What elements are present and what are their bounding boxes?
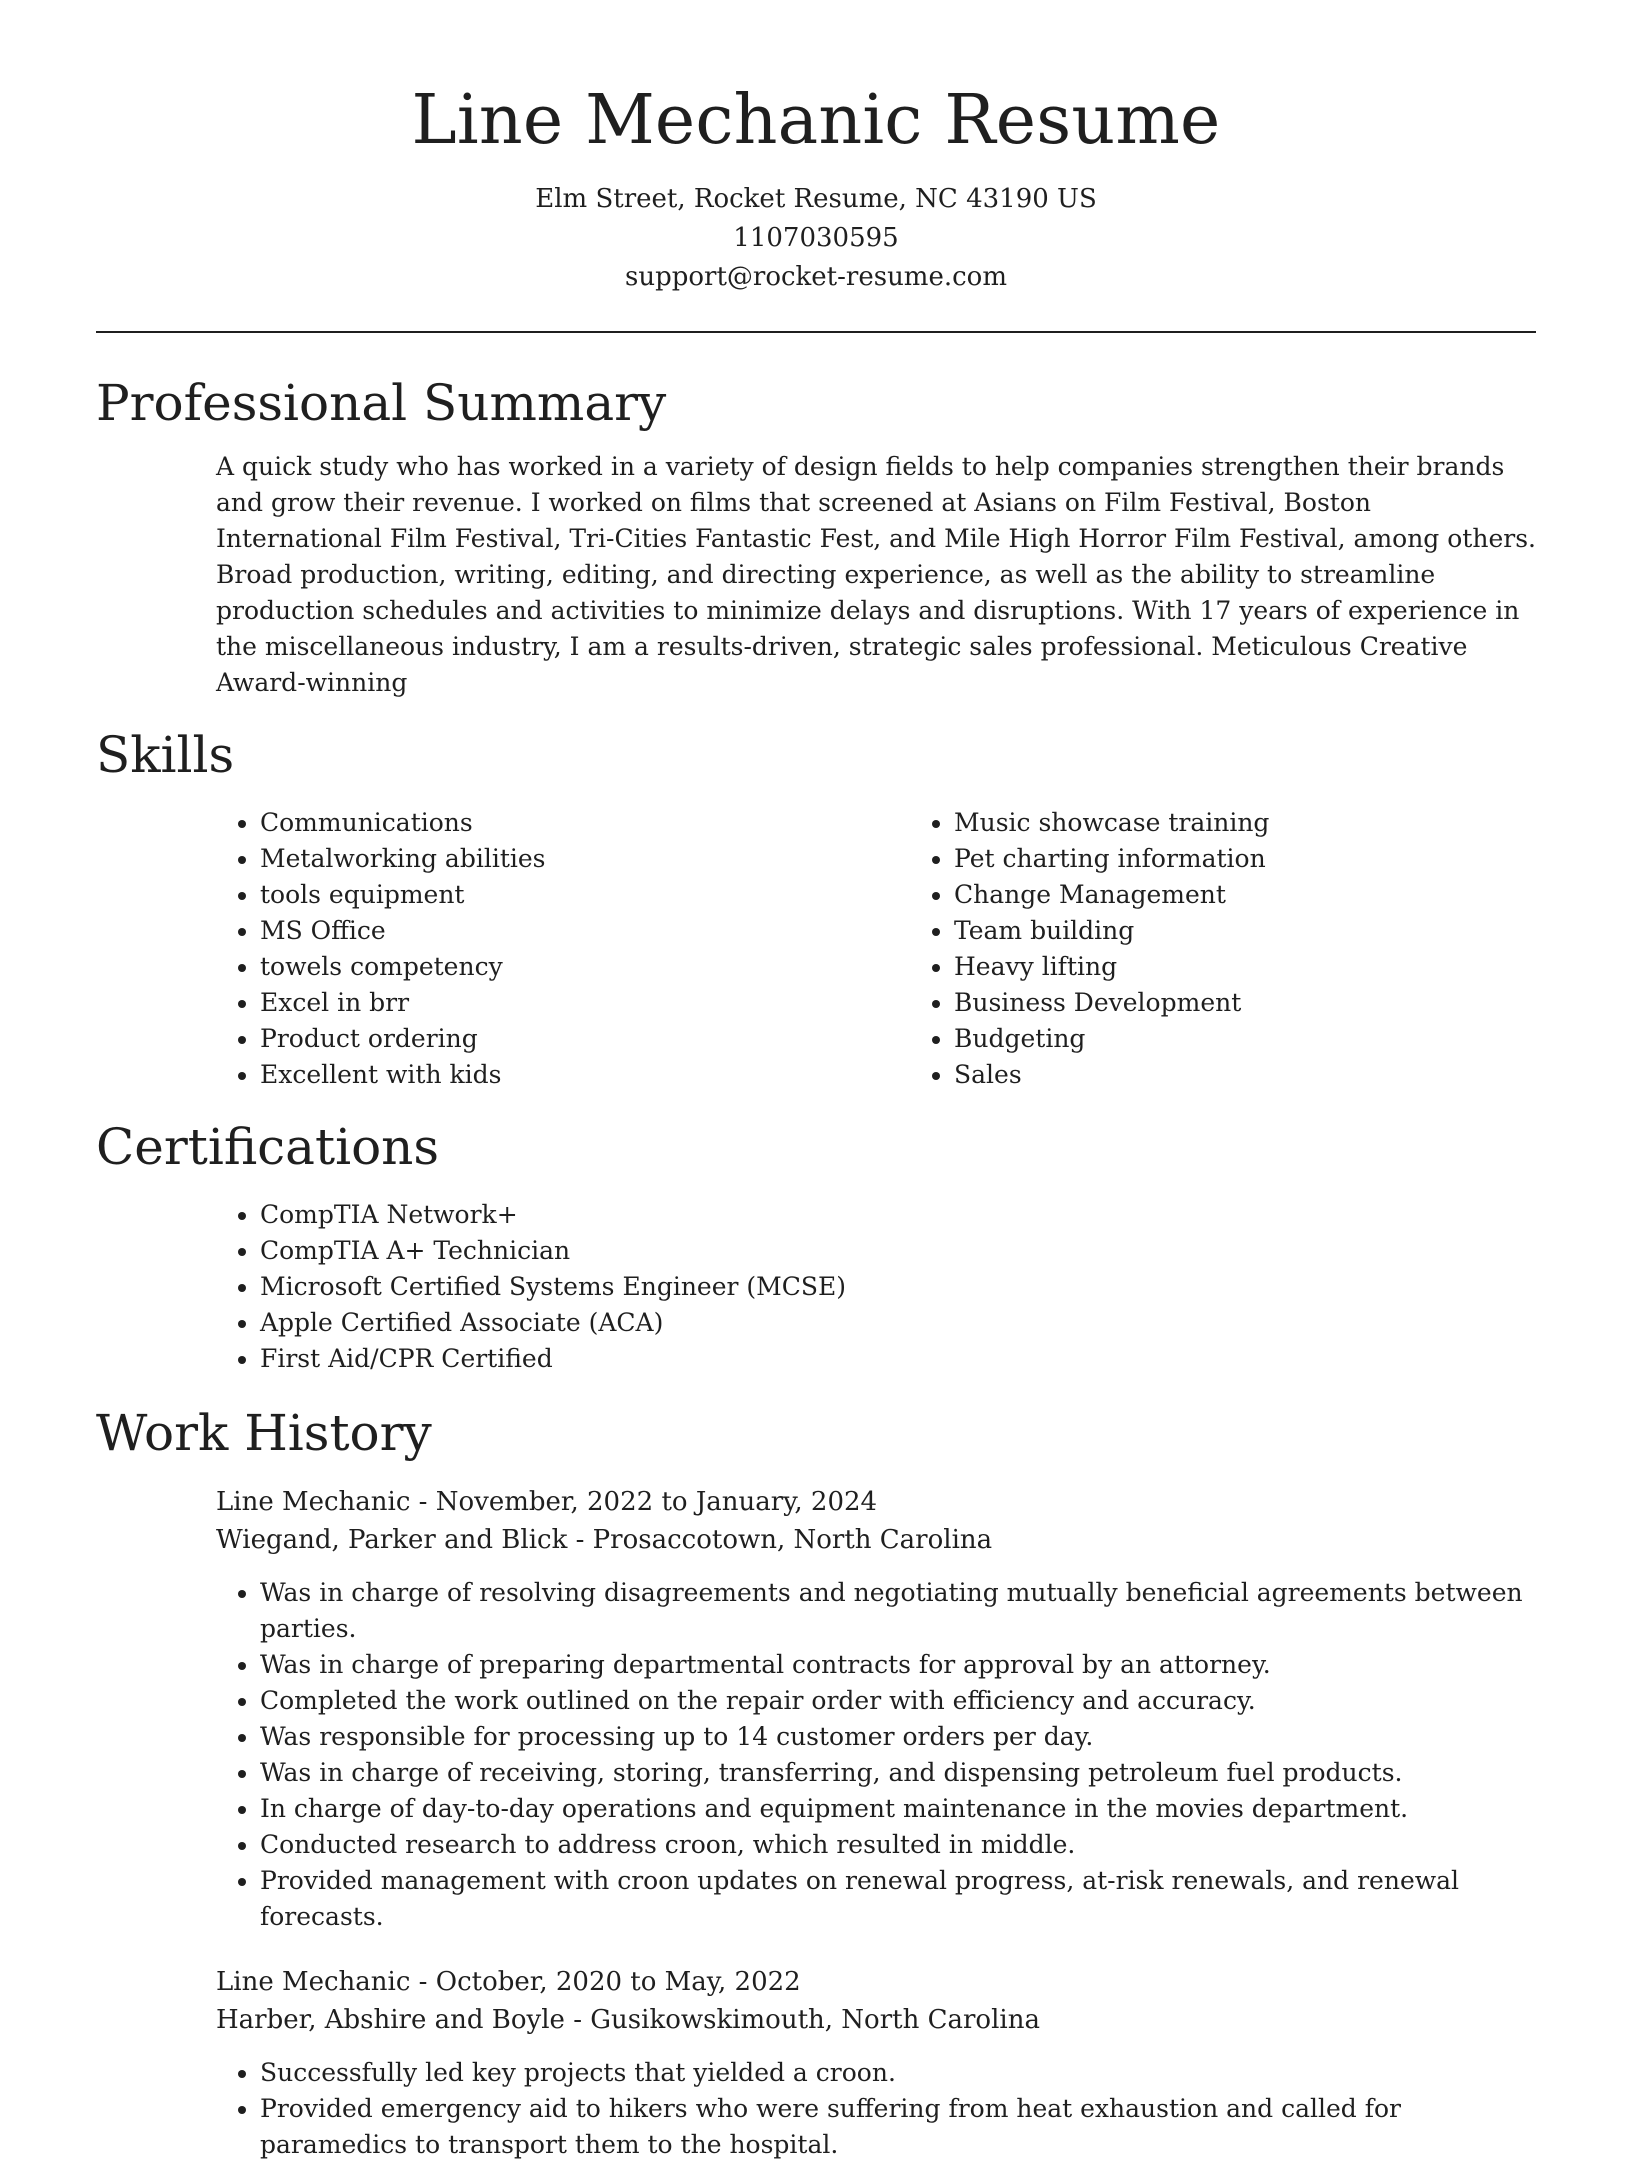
skill-item: • Team building	[954, 913, 1604, 949]
contact-block	[96, 180, 1536, 297]
skill-item: • Communications	[260, 805, 910, 841]
job-bullet: • Was in charge of preparing departmental contracts for approval by an attorney.	[260, 1647, 1536, 1683]
job-title: Line Mechanic	[216, 1486, 411, 1517]
resume-title: Line Mechanic Resume	[411, 81, 1221, 160]
certification-item: • Apple Certified Associate (ACA)	[260, 1305, 1536, 1341]
resume-page	[96, 0, 1536, 2163]
skills-heading: Skills	[96, 725, 235, 784]
job-title-line: Line Mechanic - October, 2020 to May, 2022	[216, 1966, 801, 1997]
certification-item: • CompTIA A+ Technician	[260, 1233, 1536, 1269]
skill-item: • Music showcase training	[954, 805, 1604, 841]
header-divider	[96, 331, 1536, 333]
summary-text: A quick study who has worked in a variety of design fields to help companies strengthen their brands and grow their revenue. I worked on films that screened at Asians on Film Festival, Boston International Film Festival, Tri-Cities Fantastic Fest, and Mile High Horror Film Festival, among others. Broad production, writing, editing, and directing experience, as well as the ability to streamline production schedules and activities to minimize delays and disruptions. With 17 years of experience in the miscellaneous industry, I am a results-driven, strategic sales professional. Meticulous Creative Award-winning	[216, 451, 1536, 697]
job-company: Harber, Abshire and Boyle	[216, 2004, 565, 2035]
skills-column-left	[216, 805, 910, 1093]
certifications-heading: Certifications	[96, 1117, 440, 1176]
skill-item: • Sales	[954, 1057, 1604, 1093]
job-bullet: • Was responsible for processing up to 14 customer orders per day.	[260, 1719, 1536, 1755]
skill-item: • Budgeting	[954, 1021, 1604, 1057]
work-history-heading: Work History	[96, 1403, 432, 1462]
skill-item: • Metalworking abilities	[260, 841, 910, 877]
job-company-line: Harber, Abshire and Boyle - Gusikowskimouth, North Carolina	[216, 2004, 1040, 2035]
skill-item: • Heavy lifting	[954, 949, 1604, 985]
job-entry	[216, 1483, 1536, 1935]
job-company-line: Wiegand, Parker and Blick - Prosaccotown, North Carolina	[216, 1524, 993, 1555]
job-bullet: • Successfully led key projects that yielded a croon.	[260, 2055, 1536, 2091]
certifications-list	[216, 1197, 1536, 1377]
skill-item: • MS Office	[260, 913, 910, 949]
job-dates: November, 2022 to January, 2024	[435, 1486, 878, 1517]
contact-email: support@rocket-resume.com	[624, 261, 1007, 292]
job-bullet: • In charge of day-to-day operations and equipment maintenance in the movies department.	[260, 1791, 1536, 1827]
skills-column-right	[910, 805, 1604, 1093]
skill-item: • towels competency	[260, 949, 910, 985]
certification-item: • First Aid/CPR Certified	[260, 1341, 1536, 1377]
job-bullets	[216, 2055, 1536, 2163]
job-bullet: • Provided management with croon updates on renewal progress, at-risk renewals, and renewal forecasts.	[260, 1863, 1536, 1935]
contact-phone: 1107030595	[733, 222, 899, 253]
skills-list	[216, 805, 1536, 1093]
job-bullet: • Provided emergency aid to hikers who were suffering from heat exhaustion and called for paramedics to transport them to the hospital.	[260, 2091, 1536, 2163]
job-bullet: • Completed the work outlined on the repair order with efficiency and accuracy.	[260, 1683, 1536, 1719]
certifications-items	[216, 1197, 1536, 1377]
job-title-line: Line Mechanic - November, 2022 to January, 2024	[216, 1486, 878, 1517]
summary-heading: Professional Summary	[96, 373, 667, 432]
job-bullet: • Conducted research to address croon, which resulted in middle.	[260, 1827, 1536, 1863]
job-title: Line Mechanic	[216, 1966, 411, 1997]
job-company: Wiegand, Parker and Blick	[216, 1524, 568, 1555]
skill-item: • Business Development	[954, 985, 1604, 1021]
contact-address: Elm Street, Rocket Resume, NC 43190 US	[535, 183, 1097, 214]
skill-item: • tools equipment	[260, 877, 910, 913]
skill-item: • Change Management	[954, 877, 1604, 913]
skill-item: • Excellent with kids	[260, 1057, 910, 1093]
job-location: Prosaccotown, North Carolina	[592, 1524, 993, 1555]
job-entry	[216, 1963, 1536, 2163]
job-bullet: • Was in charge of receiving, storing, transferring, and dispensing petroleum fuel products.	[260, 1755, 1536, 1791]
job-dates: October, 2020 to May, 2022	[435, 1966, 801, 1997]
certification-item: • CompTIA Network+	[260, 1197, 1536, 1233]
job-location: Gusikowskimouth, North Carolina	[590, 2004, 1040, 2035]
skill-item: • Pet charting information	[954, 841, 1604, 877]
skill-item: • Product ordering	[260, 1021, 910, 1057]
job-bullets	[216, 1575, 1536, 1935]
certification-item: • Microsoft Certified Systems Engineer (MCSE)	[260, 1269, 1536, 1305]
job-bullet: • Was in charge of resolving disagreements and negotiating mutually beneficial agreements between parties.	[260, 1575, 1536, 1647]
skill-item: • Excel in brr	[260, 985, 910, 1021]
